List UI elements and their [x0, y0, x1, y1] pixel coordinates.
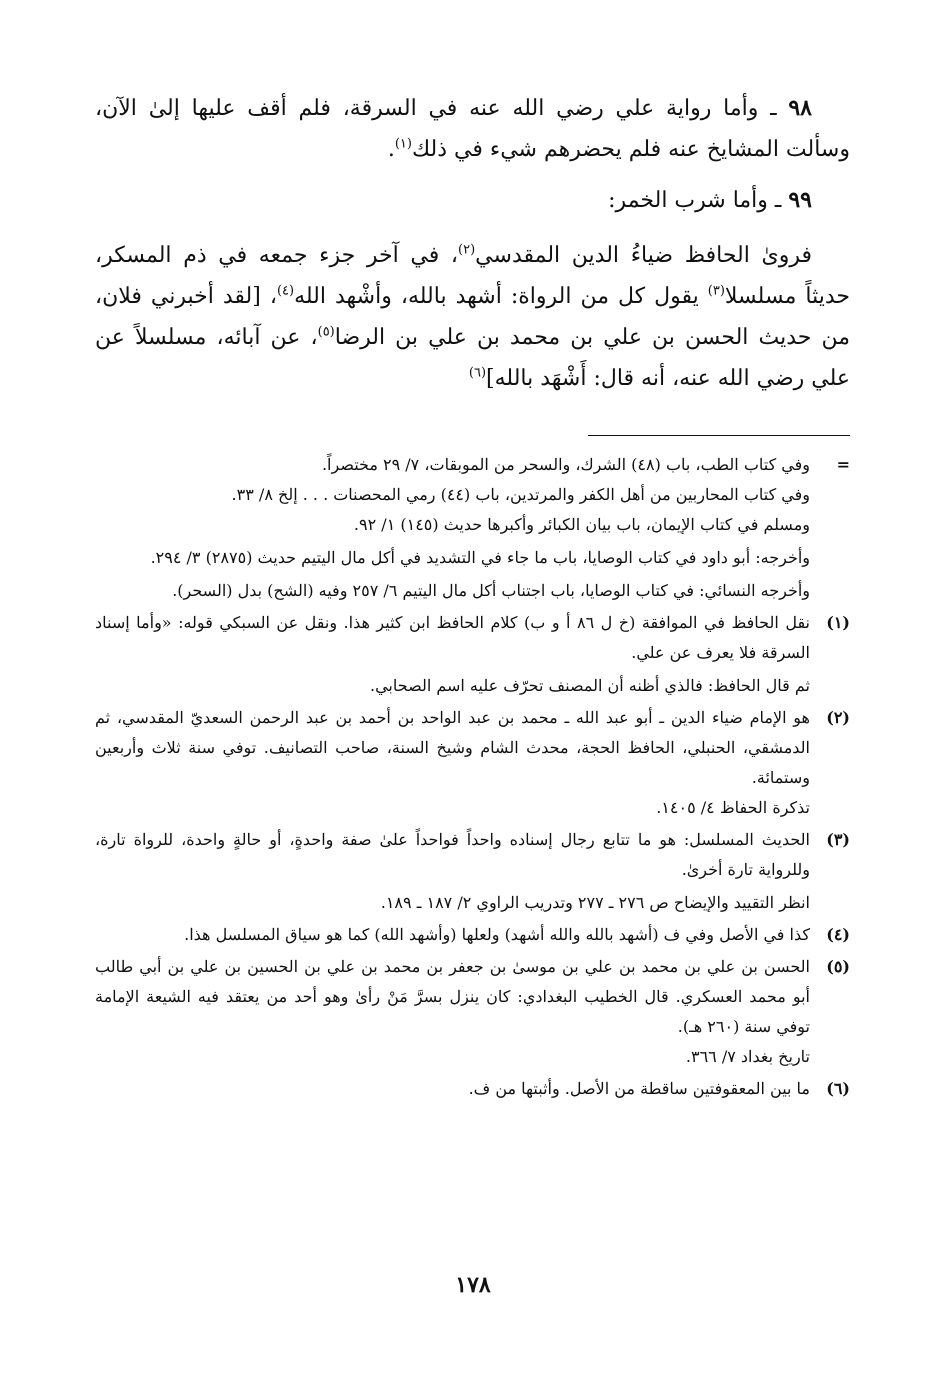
footnote-marker: (٥) — [826, 957, 850, 976]
footnote-marker: (٤) — [826, 925, 850, 944]
page-body — [95, 88, 850, 1106]
footnote-line: الحسن بن علي بن محمد بن علي بن موسىٰ بن جعفر بن محمد بن علي بن الحسين بن علي بن أبي طالب أبو محمد العسكري. قال الخطيب البغدادي: كان ينزل بسرَّ مَنْ رأىٰ وهو أحد من يعتقد فيه الشيعة الإمامة توفي سنة (٢٦٠ هـ). — [95, 957, 811, 1036]
narration-part-a: فروىٰ الحافظ ضياءُ الدين المقدسي — [475, 243, 812, 268]
paragraph-number-98: ٩٨ — [788, 95, 812, 121]
footnote-line: ما بين المعقوفتين ساقطة من الأصل. وأثبتها من ف. — [468, 1079, 810, 1098]
footnote-line: نقل الحافظ في الموافقة (خ ل ٨٦ أ و ب) كلام الحافظ ابن كثير هذا. ونقل عن السبكي قوله: «وأما إسناد السرقة فلا يعرف عن علي. — [95, 613, 810, 662]
footnote-5 — [95, 952, 850, 1072]
paragraph-99-text: ـ وأما شرب الخمر: — [608, 188, 789, 213]
narration-part-c: يقول كل من الرواة: أشهد بالله، وأشْهد الله — [294, 284, 708, 309]
footnote-body — [95, 703, 810, 823]
footnote-body — [95, 952, 810, 1072]
paragraph-narration — [95, 235, 850, 399]
footnote-line: كذا في الأصل وفي ف (أشهد بالله والله أشهد) ولعلها (وأشهد الله) كما هو سياق المسلسل هذا. — [184, 925, 810, 944]
footnote-line: وفي كتاب المحاربين من أهل الكفر والمرتدين، باب (٤٤) رمي المحصنات . . . إلخ ٨/ ٣٣. — [231, 485, 810, 504]
paragraph-98 — [95, 88, 850, 170]
narration-part-d: ، [لقد أخبرني فلان، من حديث الحسن بن علي بن محمد بن علي بن الرضا — [95, 284, 850, 350]
footnote-body — [95, 920, 810, 950]
page-number: ١٧٨ — [455, 1272, 491, 1298]
narration-part-e: ، عن آبائه، مسلسلاً عن علي رضي الله عنه، أنه قال: أَشْهَد بالله] — [95, 325, 850, 391]
footnotes — [95, 450, 850, 1104]
footnote-marker: = — [836, 455, 850, 474]
footnote-continued — [95, 450, 850, 606]
footnote-ref-4: (٤) — [276, 283, 295, 299]
footnote-6 — [95, 1074, 850, 1104]
footnote-ref-3: (٣) — [707, 283, 725, 299]
paragraph-number-99: ٩٩ — [788, 187, 812, 213]
paragraph-98-text: ـ وأما رواية علي رضي الله عنه في السرقة، فلم أقف عليها إلىٰ الآن، وسألت المشايخ عنه فلم يحضرهم شيء في ذلك — [95, 96, 850, 162]
footnote-line: تاريخ بغداد ٧/ ٣٦٦. — [685, 1047, 810, 1066]
narration-part-b: ، في آخر جزء جمعه في ذم المسكر، حديثاً مسلسلا — [95, 243, 850, 309]
footnote-line: انظر التقييد والإيضاح ص ٢٧٦ ـ ٢٧٧ وتدريب الراوي ٢/ ١٨٧ ـ ١٨٩. — [380, 893, 810, 912]
footnote-body — [95, 450, 810, 606]
footnote-4 — [95, 920, 850, 950]
footnote-3 — [95, 825, 850, 918]
footnote-line: الحديث المسلسل: هو ما تتابع رجال إسناده واحداً فواحداً علىٰ صفة واحدةٍ، أو حالةٍ واحدة، للرواة تارة، وللرواية تارة أخرىٰ. — [95, 830, 810, 879]
footnote-marker: (٢) — [826, 708, 850, 727]
footnote-line: وفي كتاب الطب، باب (٤٨) الشرك، والسحر من الموبقات، ٧/ ٢٩ مختصراً. — [321, 455, 810, 474]
footnote-line: وأخرجه: أبو داود في كتاب الوصايا، باب ما جاء في التشديد في أكل مال اليتيم حديث (٢٨٧٥) ٣/ ٢٩٤. — [150, 548, 810, 567]
paragraph-99 — [95, 180, 850, 221]
footnote-marker: (٦) — [826, 1079, 850, 1098]
footnote-ref-1: (١) — [394, 136, 412, 152]
footnote-line: ومسلم في كتاب الإيمان، باب بيان الكبائر وأكبرها حديث (١٤٥) ١/ ٩٢. — [353, 515, 810, 534]
footnote-line: هو الإمام ضياء الدين ـ أبو عبد الله ـ محمد بن عبد الواحد بن أحمد بن عبد الرحمن السعديّ المقدسي، ثم الدمشقي، الحنبلي، الحافظ الحجة، محدث الشام وشيخ السنة، صاحب التصانيف. توفي سنة ثلاث وأربعين وستمائة. — [95, 708, 810, 787]
footnote-2 — [95, 703, 850, 823]
footnote-body — [95, 608, 810, 701]
footnote-ref-6: (٦) — [468, 365, 487, 381]
footnote-body — [95, 825, 810, 918]
footnote-marker: (٣) — [826, 830, 850, 849]
footnote-line: تذكرة الحفاظ ٤/ ١٤٠٥. — [656, 798, 810, 817]
footnote-1 — [95, 608, 850, 701]
footnote-divider — [588, 435, 850, 436]
footnote-body — [95, 1074, 810, 1104]
footnote-ref-2: (٢) — [458, 242, 476, 258]
paragraph-98-end: . — [387, 137, 395, 162]
footnote-line: وأخرجه النسائي: في كتاب الوصايا، باب اجتناب أكل مال اليتيم ٦/ ٢٥٧ وفيه (الشح) بدل (السحر). — [172, 581, 810, 600]
footnote-line: ثم قال الحافظ: فالذي أظنه أن المصنف تحرّف عليه اسم الصحابي. — [369, 676, 810, 695]
footnote-marker: (١) — [826, 613, 850, 632]
footnote-ref-5: (٥) — [317, 324, 335, 340]
